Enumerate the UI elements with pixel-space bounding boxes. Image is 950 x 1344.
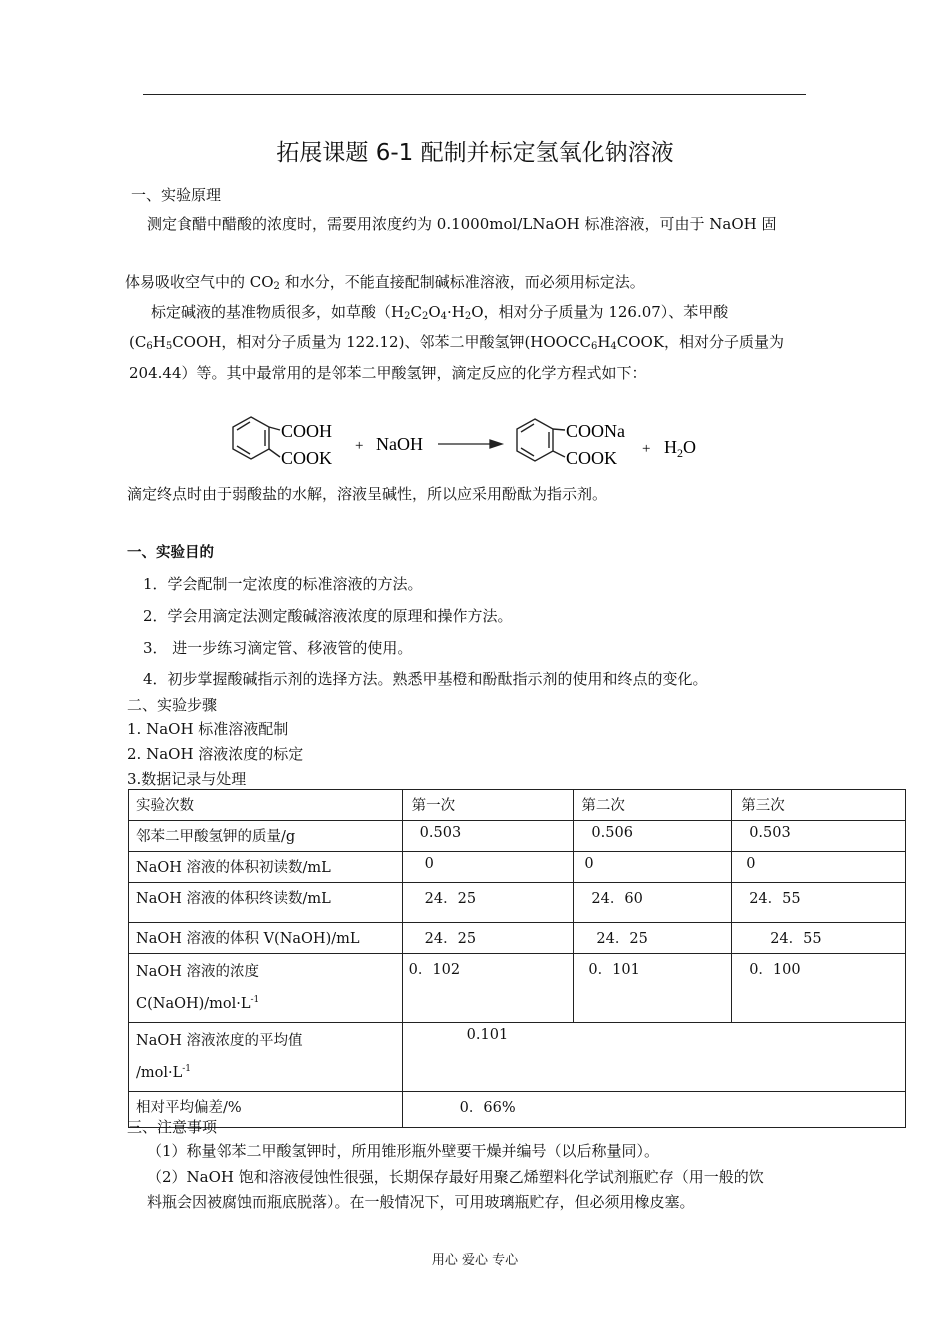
notes-item-3: 料瓶会因被腐蚀而瓶底脱落）。在一般情况下，可用玻璃瓶贮存，但必须用橡皮塞。 (147, 1193, 695, 1211)
conc-label-line-2: $C(NaOH)/mol\cdot L^{-1}$ (136, 995, 260, 1012)
table-row (129, 852, 906, 883)
steps-item-2: 2. NaOH 溶液浓度的标定 (127, 745, 304, 763)
table-cell: 第三次 (732, 790, 906, 821)
table-cell: 邻苯二甲酸氢钾的质量/g (129, 821, 403, 852)
principle-paragraph-3: 滴定终点时由于弱酸盐的水解，溶液呈碱性，所以应采用酚酞为指示剂。 (127, 485, 608, 503)
table-row (129, 1092, 906, 1128)
table-cell: 24．25 (574, 923, 732, 954)
benzene-ring-right (517, 419, 565, 461)
table-cell: 0．102 (402, 954, 574, 1023)
table-row (129, 1023, 906, 1092)
table-cell (129, 1023, 403, 1092)
purpose-item-4: 4．初步掌握酸碱指示剂的选择方法。熟悉甲基橙和酚酞指示剂的使用和终点的变化。 (143, 670, 708, 688)
table-cell: NaOH 溶液的体积初读数/mL (129, 852, 403, 883)
table-cell: 24．55 (732, 883, 906, 923)
table-cell: 24．55 (732, 923, 906, 954)
table-cell: 0 (402, 852, 574, 883)
table-cell: 0.503 (732, 821, 906, 852)
left-bottom-group: COOK (281, 448, 333, 468)
table-row (129, 790, 906, 821)
purpose-heading: 一、实验目的 (127, 545, 214, 561)
header-rule (143, 94, 806, 95)
table-cell: 0 (732, 852, 906, 883)
principle-heading: 一、实验原理 (131, 186, 222, 204)
page-footer: 用心 爱心 专心 (431, 1253, 519, 1268)
table-row (129, 821, 906, 852)
principle-paragraph-2-line1: 标定碱液的基准物质很多，如草酸（$H_2C_2O_4\cdot H_2O$，相对分子质量为 126.07）、苯甲酸 (151, 303, 729, 322)
table-cell: 第二次 (574, 790, 732, 821)
table-cell: 0．66% (402, 1092, 905, 1128)
naoh-reagent: NaOH (376, 434, 423, 454)
reaction-arrow (438, 440, 502, 448)
steps-item-1: 1. NaOH 标准溶液配制 (127, 720, 289, 738)
table-cell: 第一次 (402, 790, 574, 821)
purpose-item-2: 2．学会用滴定法测定酸碱溶液浓度的原理和操作方法。 (143, 607, 513, 625)
avg-label-line-1: NaOH 溶液浓度的平均值 (136, 1033, 303, 1049)
notes-heading: 三、注意事项 (127, 1118, 218, 1136)
table-cell: 24．25 (402, 883, 574, 923)
table-cell: 0．101 (574, 954, 732, 1023)
table-row (129, 954, 906, 1023)
principle-paragraph-2-line2: ($C_6H_5COOH$，相对分子质量为 122.12)、邻苯二甲酸氢钾($HOOCC_6H_4COOK$，相对分子质量为 (129, 333, 785, 352)
benzene-ring-left (233, 417, 280, 459)
table-cell: 实验次数 (129, 790, 403, 821)
conc-label-line-1: NaOH 溶液的浓度 (136, 964, 259, 980)
page-title: 拓展课题 6-1 配制并标定氢氧化钠溶液 (276, 140, 674, 166)
principle-paragraph-1a: 测定食醋中醋酸的浓度时，需要用浓度约为 0.1000mol/LNaOH 标准溶液，可由于 NaOH 固 (147, 215, 777, 233)
table-cell: 0.101 (402, 1023, 905, 1092)
table-cell: 0．100 (732, 954, 906, 1023)
table-cell: 24．25 (402, 923, 574, 954)
data-table (128, 789, 906, 1128)
steps-item-3: 3.数据记录与处理 (127, 770, 247, 788)
purpose-item-3: 3． 进一步练习滴定管、移液管的使用。 (143, 639, 413, 657)
plus-sign-1: + (355, 438, 364, 454)
table-cell: 0 (574, 852, 732, 883)
table-cell: 0.506 (574, 821, 732, 852)
table-cell: 24．60 (574, 883, 732, 923)
table-cell: 相对平均偏差/% (129, 1092, 403, 1128)
notes-item-1: （1）称量邻苯二甲酸氢钾时，所用锥形瓶外壁要干燥并编号（以后称量同）。 (147, 1142, 660, 1160)
chemical-equation (222, 408, 722, 476)
principle-paragraph-2-line3: 204.44）等。其中最常用的是邻苯二甲酸氢钾，滴定反应的化学方程式如下： (129, 364, 647, 382)
table-cell: 0.503 (402, 821, 574, 852)
table-cell (129, 954, 403, 1023)
table-cell: NaOH 溶液的体积 V(NaOH)/mL (129, 923, 403, 954)
table-row (129, 883, 906, 923)
table-cell: NaOH 溶液的体积终读数/mL (129, 883, 403, 923)
principle-paragraph-1b: 体易吸收空气中的 $CO_2$ 和水分，不能直接配制碱标准溶液，而必须用标定法。 (125, 273, 645, 292)
right-bottom-group: COOK (566, 448, 618, 468)
plus-sign-2: + (642, 441, 651, 457)
left-top-group: COOH (281, 421, 333, 441)
purpose-item-1: 1．学会配制一定浓度的标准溶液的方法。 (143, 575, 423, 593)
avg-label-line-2: $/mol\cdot L^{-1}$ (136, 1064, 192, 1081)
water-product: $H_2O$ (664, 437, 696, 460)
notes-item-2: （2）NaOH 饱和溶液侵蚀性很强，长期保存最好用聚乙烯塑料化学试剂瓶贮存（用一般的饮 (147, 1168, 764, 1186)
right-top-group: COONa (566, 421, 625, 441)
steps-heading: 二、实验步骤 (127, 696, 218, 714)
table-row (129, 923, 906, 954)
